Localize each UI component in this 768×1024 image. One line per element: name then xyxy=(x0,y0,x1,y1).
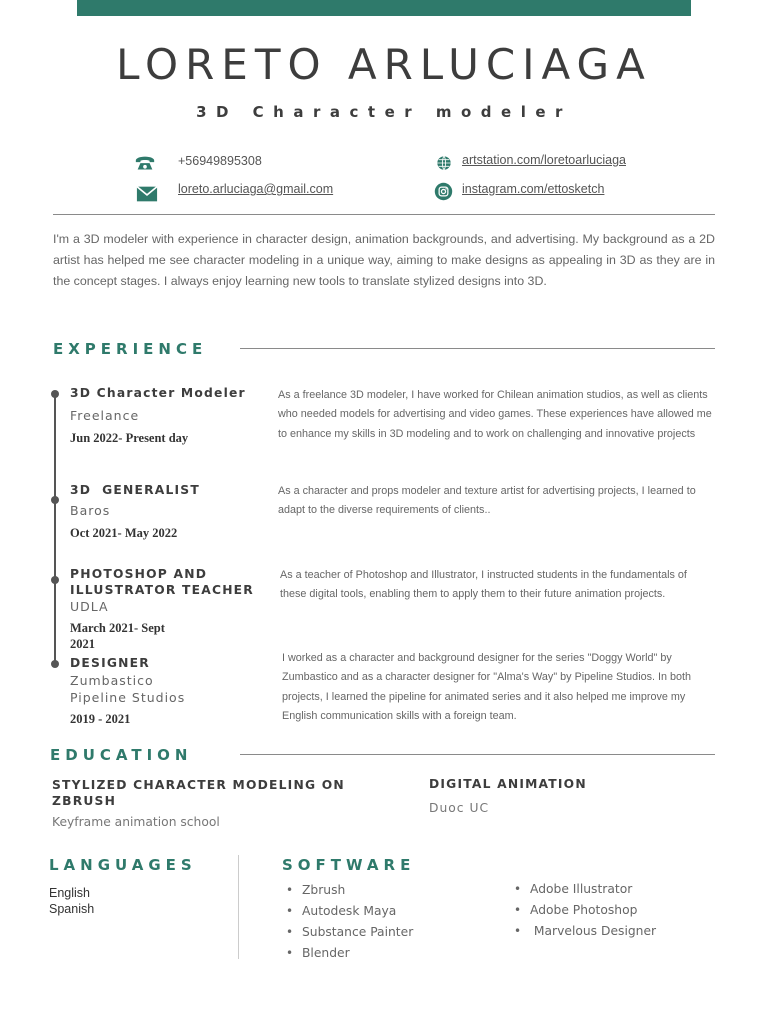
summary-text: I'm a 3D modeler with experience in character design, animation backgrounds, and advertising. My background as a 2D artist has helped me see character modeling in a unique way, aiming to make designs as appealing in 3D as they are in the concept stages. I always enjoy learning new tools to translate stylized designs into 3D. xyxy=(53,232,715,288)
software-item: • Blender xyxy=(284,946,413,967)
software-list xyxy=(284,883,413,967)
education-title: STYLIZED CHARACTER MODELING ON ZBRUSH xyxy=(52,778,345,808)
languages-heading: LANGUAGES xyxy=(49,856,197,874)
instagram-link[interactable]: instagram.com/ettosketch xyxy=(462,182,605,196)
job-date: 2019 - 2021 xyxy=(70,712,131,726)
job-org: Freelance xyxy=(70,408,140,423)
job-org: Baros xyxy=(70,503,111,518)
resume-role: 3D Character modeler xyxy=(196,103,572,121)
job-date: Jun 2022- Present day xyxy=(70,431,189,445)
phone-icon xyxy=(134,153,156,175)
globe-icon xyxy=(436,155,452,171)
job-org: UDLA xyxy=(70,599,109,614)
job-title: DESIGNER xyxy=(70,656,150,670)
job-description: As a freelance 3D modeler, I have worked for Chilean animation studios, as well as clients who needed models for advertising and video games. These experiences have allowed me to enhance my skills in 3D modeling and to work on challenging and innovative projects xyxy=(278,389,712,440)
top-accent-bar xyxy=(77,0,691,16)
job-date: Oct 2021- May 2022 xyxy=(70,526,178,540)
timeline-dot xyxy=(51,660,59,668)
education-title: DIGITAL ANIMATION xyxy=(429,777,587,791)
education-school: Duoc UC xyxy=(429,801,490,815)
education-school: Keyframe animation school xyxy=(52,815,220,829)
timeline-dot xyxy=(51,496,59,504)
job-title: PHOTOSHOP AND ILLUSTRATOR TEACHER xyxy=(70,567,254,597)
experience-heading: EXPERIENCE xyxy=(53,340,208,358)
language-item: Spanish xyxy=(49,902,95,916)
timeline-dot xyxy=(51,390,59,398)
job-org: Zumbastico Pipeline Studios xyxy=(70,673,186,705)
software-heading: SOFTWARE xyxy=(282,856,416,874)
job-title: 3D GENERALIST xyxy=(70,483,200,497)
software-item: • Autodesk Maya xyxy=(284,904,413,925)
instagram-icon xyxy=(434,182,453,201)
job-title: 3D Character Modeler xyxy=(70,386,246,400)
software-item: • Adobe Illustrator xyxy=(512,882,656,903)
software-item: • Zbrush xyxy=(284,883,413,904)
column-separator xyxy=(238,855,239,959)
timeline-line xyxy=(54,393,56,665)
job-date: March 2021- Sept 2021 xyxy=(70,621,165,651)
phone-number: +56949895308 xyxy=(178,154,262,168)
envelope-icon xyxy=(136,183,158,205)
job-description: As a character and props modeler and texture artist for advertising projects, I learned to adapt to the diverse requirements of clients.. xyxy=(278,485,696,517)
experience-divider xyxy=(240,348,715,349)
education-divider xyxy=(240,754,715,755)
software-list xyxy=(512,882,656,945)
job-description: I worked as a character and background designer for the series "Doggy World" by Zumbastico and as a character designer for "Alma's Way" by Pipeline Studios. In both projects, I learned the pipeline for animated series and it also helped me improve my English communication skills with a foreign team. xyxy=(282,652,692,722)
software-item: • Substance Painter xyxy=(284,925,413,946)
software-item: • Adobe Photoshop xyxy=(512,903,656,924)
header-divider xyxy=(53,214,715,215)
software-item: • Marvelous Designer xyxy=(512,924,656,945)
resume-name: LORETO ARLUCIAGA xyxy=(116,40,652,89)
job-description: As a teacher of Photoshop and Illustrator, I instructed students in the fundamentals of these digital tools, enabling them to apply them to their future animation projects. xyxy=(280,569,687,601)
website-link[interactable]: artstation.com/loretoarluciaga xyxy=(462,153,626,167)
education-heading: EDUCATION xyxy=(50,746,193,764)
timeline-dot xyxy=(51,576,59,584)
email-link[interactable]: loreto.arluciaga@gmail.com xyxy=(178,182,334,196)
language-item: English xyxy=(49,886,90,900)
